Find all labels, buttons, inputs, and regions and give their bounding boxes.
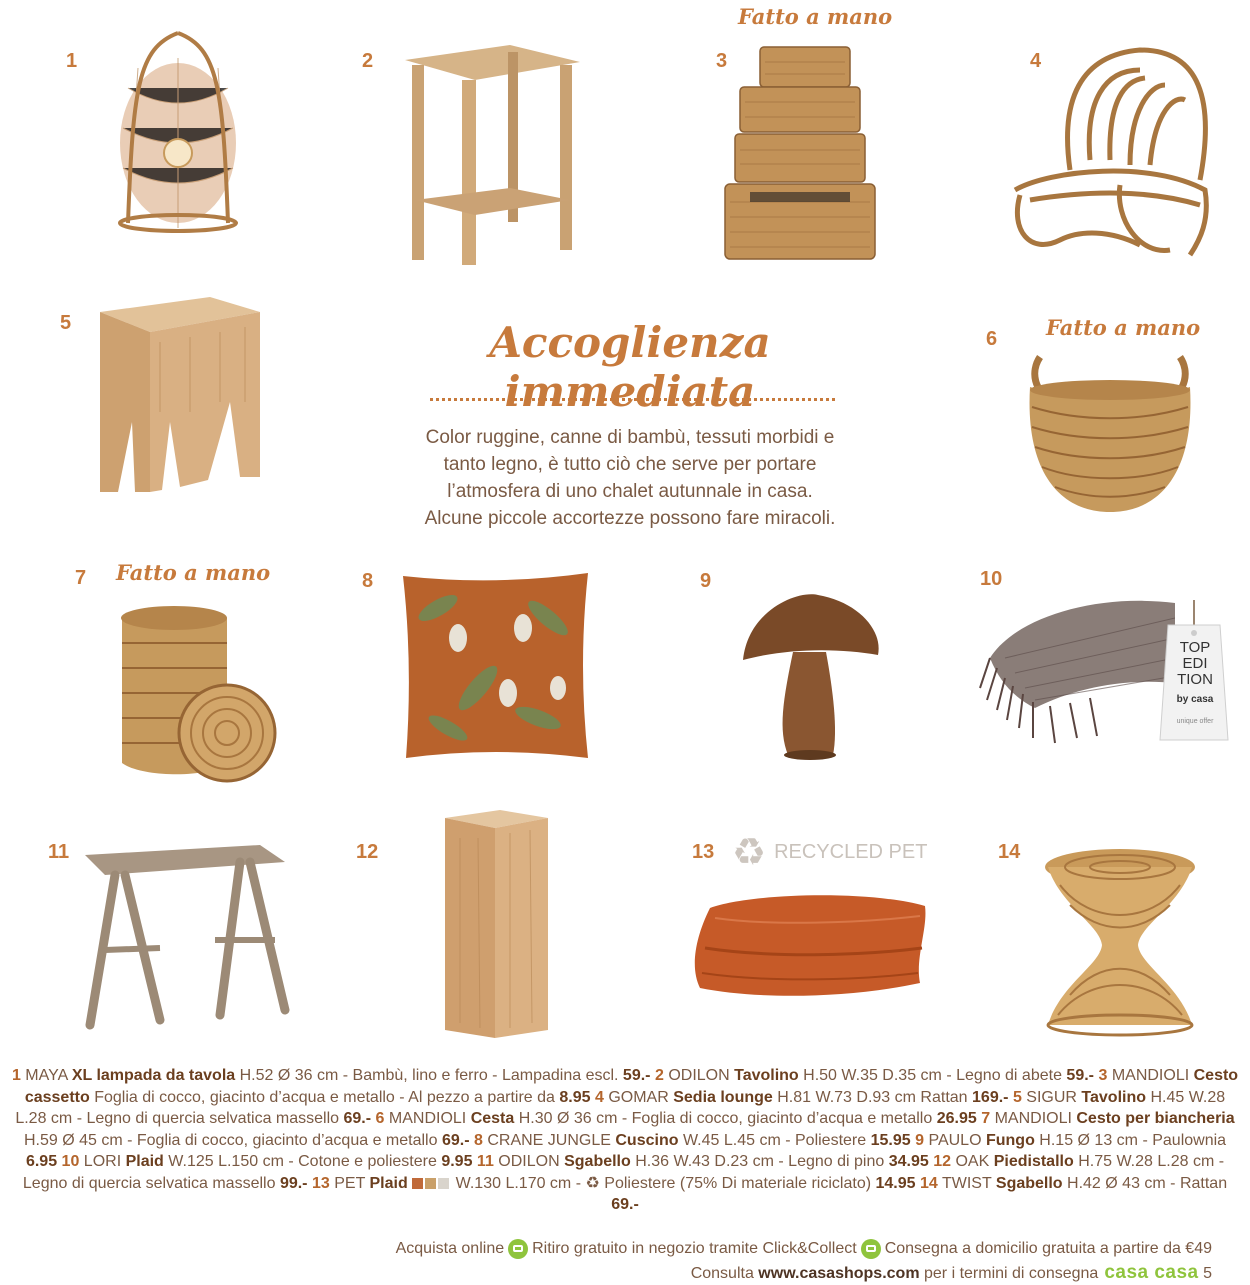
page-title: Accoglienza immediata	[489, 318, 771, 416]
product-image-pine-stool	[80, 840, 290, 1035]
footer-shipping: Acquista online Ritiro gratuito in negozio tramite Click&Collect Consegna a domicilio gratuita a partire da €49	[395, 1240, 1212, 1258]
recycled-pet-label: ♻ RECYCLED PET	[732, 832, 928, 874]
item-number: 11	[48, 841, 70, 863]
item-number: 9	[700, 570, 712, 592]
product-image-rattan-stool	[1040, 845, 1200, 1040]
product-image-plaid-grey	[975, 588, 1175, 758]
brand-logo: casa casa	[1104, 1262, 1199, 1283]
item-number: 2	[362, 50, 374, 72]
color-swatch	[438, 1178, 449, 1189]
item-number: 3	[716, 50, 728, 72]
handmade-label: Fatto a mano	[116, 560, 271, 585]
product-image-cushion	[398, 568, 593, 763]
item-number: 5	[60, 312, 72, 334]
item-number: 14	[998, 841, 1021, 863]
website-link[interactable]: www.casashops.com	[758, 1265, 920, 1282]
page-number: 5	[1203, 1265, 1212, 1282]
product-image-laundry-basket	[112, 598, 277, 788]
handmade-label: Fatto a mano	[738, 4, 893, 29]
intro-text: Color ruggine, canne di bambù, tessuti morbidi e tanto legno, è tutto ciò che serve per portare l’atmosfera di uno chalet autunnale in casa. Alcune piccole accortezze possono fare miracoli.	[424, 427, 836, 529]
handmade-label: Fatto a mano	[1046, 315, 1201, 340]
product-image-side-table	[400, 40, 585, 265]
footer-terms: Consulta www.casashops.com per i termini di consegna casa casa 5	[690, 1262, 1212, 1283]
item-number: 4	[1030, 50, 1042, 72]
product-image-lounge-chair	[1000, 40, 1225, 265]
product-descriptions: 1 MAYA XL lampada da tavola H.52 Ø 36 cm - Bambù, lino e ferro - Lampadina escl. 59.- 2 ODILON Tavolino H.50 W.35 D.35 cm - Legno di abete 59.- 3 MANDIOLI Cesto cassetto Foglia di cocco, giacinto d’acqua e metallo - Al pezzo a partire da 8.95 4 GOMAR Sedia lounge H.81 W.73 D.93 cm Rattan 169.- 5 SIGUR Tavolino H.45 W.28 L.28 cm - Legno di quercia selvatica massello 69.- 6 MANDIOLI Cesta H.30 Ø 36 cm - Foglia di cocco, giacinto d’acqua e metallo 26.95 7 MANDIOLI Cesto per biancheria H.59 Ø 45 cm - Foglia di cocco, giacinto d’acqua e metallo 69.- 8 CRANE JUNGLE Cuscino W.45 L.45 cm - Poliestere 15.95 9 PAULO Fungo H.15 Ø 13 cm - Paulownia 6.95 10 LORI Plaid W.125 L.150 cm - Cotone e poliestere 9.95 11 ODILON Sgabello H.36 W.43 D.23 cm - Legno di pino 34.95 12 OAK Piedistallo H.75 W.28 L.28 cm - Legno di quercia selvatica massello 99.- 13 PET Plaid W.130 L.170 cm - ♻ Poliestere (75% Di materiale riciclato) 14.95 14 TWIST Sgabello H.42 Ø 43 cm - Rattan 69.-	[11, 1067, 1239, 1213]
item-number: 8	[362, 570, 374, 592]
product-image-pet-plaid	[690, 888, 930, 1000]
item-number: 7	[75, 567, 87, 589]
item-number: 10	[980, 568, 1003, 590]
title-divider	[430, 398, 835, 401]
color-swatch	[412, 1178, 423, 1189]
color-swatch	[425, 1178, 436, 1189]
recycle-icon: ♻	[732, 832, 767, 874]
item-number: 13	[692, 841, 715, 863]
recycle-icon: ♻	[585, 1174, 600, 1192]
store-pickup-icon	[508, 1239, 528, 1259]
product-image-oak-stool	[90, 292, 270, 497]
tag-text: TOP EDI TION by casa unique offer	[1176, 639, 1214, 725]
item-number: 12	[356, 841, 379, 863]
product-image-oak-pedestal	[440, 808, 552, 1040]
item-number: 6	[986, 328, 998, 350]
product-image-basket-drawers	[720, 42, 880, 264]
delivery-truck-icon	[861, 1239, 881, 1259]
product-image-wooden-mushroom	[738, 590, 883, 760]
product-image-lamp	[108, 28, 248, 238]
item-number: 1	[66, 50, 78, 72]
product-image-basket	[1020, 342, 1200, 517]
